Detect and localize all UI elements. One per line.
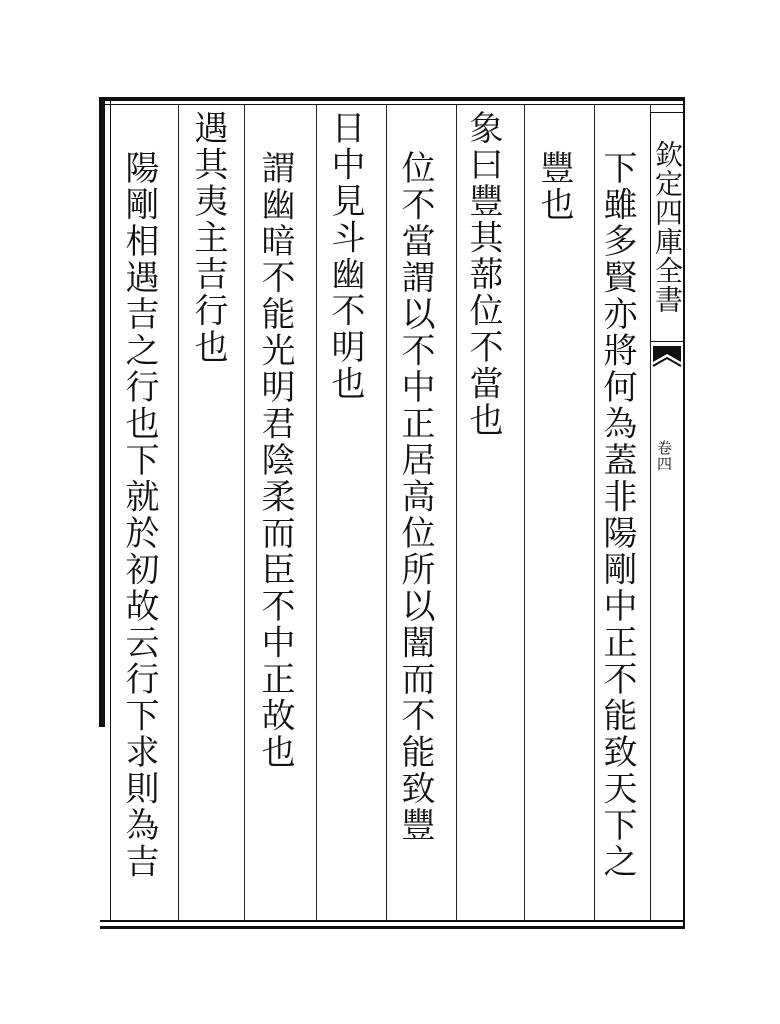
column-rule [386,104,387,920]
text-column-6: 謂幽暗不能光明君陰柔而臣不中正故也 [255,150,295,771]
fish-tail-mark [651,342,683,376]
column-rule [316,104,317,920]
text-column-1: 下雖多賢亦將何為蓋非陽剛中正不能致天下之 [597,150,637,880]
column-rule [456,104,457,920]
text-column-3: 象曰豐其蔀位不當也 [463,110,503,439]
bottom-border [100,920,685,922]
top-border-inner [100,104,685,105]
text-column-7: 遇其夷主吉行也 [188,110,228,366]
column-rule [524,104,525,920]
column-rule [178,104,179,920]
left-border [99,97,105,727]
text-column-8: 陽剛相遇吉之行也下就於初故云行下求則為吉 [119,150,159,880]
bottom-border-outer [100,926,685,929]
column-rule [244,104,245,920]
text-column-4: 位不當謂以不中正居高位所以闇而不能致豐 [395,150,435,844]
top-border [100,97,685,101]
left-border-inner [110,100,111,922]
banxin-title: 欽定四庫全書 [650,112,684,342]
column-rule [594,104,595,920]
volume-label: 卷四 [655,440,673,472]
text-column-2: 豐也 [534,150,574,223]
text-column-5: 日中見斗幽不明也 [325,110,365,402]
